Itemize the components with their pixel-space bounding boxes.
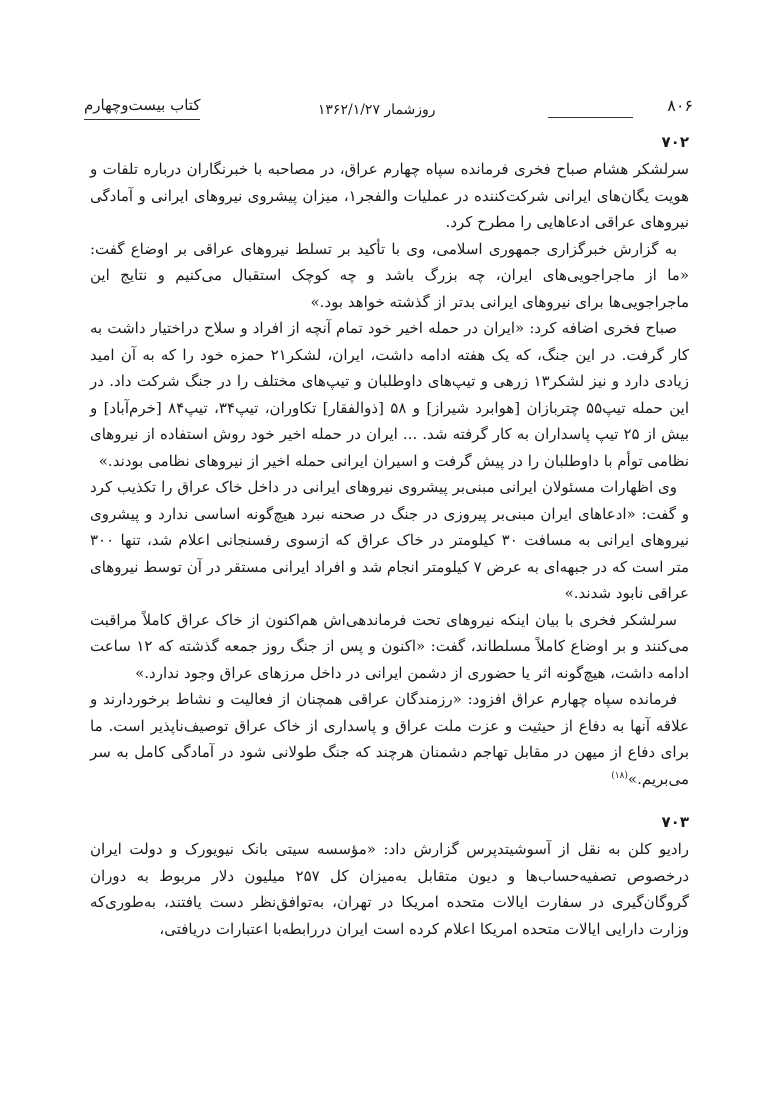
diary-date: روزشمار ۱۳۶۲/۱/۲۷	[317, 102, 436, 118]
paragraph: صباح فخری اضافه کرد: «ایران در حمله اخیر خود تمام آنچه از افراد و سلاح دراختیار داشت به کار گرفت. در این جنگ، که یک هفته ادامه داشت، ایران، لشکر۲۱ حمزه خود را که به آن امید زیادی دارد و نیز لشکر۱۳ زرهی و تیپ‌های داوطلبان و تیپ‌های مختلف را در جنگ شرکت داد. در این حمله تیپ۵۵ چتربازان [هوابرد شیراز] و ۵۸ [ذوالفقار] تکاوران، تیپ۳۴، تیپ۸۴ [خرم‌آباد] و بیش از ۲۵ تیپ پاسداران به کار گرفته شد. ... ایران در حمله اخیر خود روش استفاده از نیروهای نظامی توأم با داوطلبان را در پیش گرفت و اسیران ایرانی حمله اخیر از نیروهای نظامی بودند.»	[90, 319, 689, 470]
entry-number: ۷۰۳	[661, 813, 689, 831]
paragraph: رادیو کلن به نقل از آسوشیتدپرس گزارش داد: «مؤسسه سیتی بانک نیویورک و دولت ایران درخصوص تصفیه‌حساب‌ها و دیون متقابل به‌میزان کل ۲۵۷ میلیون دلار مربوط به دوران گروگان‌گیری در سفارت ایالات متحده امریکا در تهران، به‌توافق‌نظر دست یافتند، به‌طوری‌که وزارت دارایی ایالات متحده امریکا اعلام کرده است ایران دررابطه‌با اعتبارات دریافتی،	[90, 840, 690, 938]
paragraph-with-footnote	[90, 686, 689, 792]
footnote-ref: (۱۸)	[611, 770, 628, 781]
paragraph: سرلشکر هشام صباح فخری فرمانده سپاه چهارم عراق، در مصاحبه با خبرنگاران درباره تلفات و هویت یگان‌های ایرانی شرکت‌کننده در عملیات والفجر۱، میزان پیشروی نیروهای ایرانی و آمادگی نیروهای عراقی ادعاهایی را مطرح کرد.	[90, 160, 689, 231]
page-number: ۸۰۶	[667, 96, 693, 115]
paragraph: سرلشکر فخری با بیان اینکه نیروهای تحت فرماندهی‌اش هم‌اکنون از خاک عراق کاملاً مراقبت می‌کنند و بر اوضاع کاملاً مسلطاند، گفت: «اکنون و پس از جنگ روز جمعه گذشته که ۱۲ ساعت ادامه داشت، هیچ‌گونه اثر یا حضوری از دشمن ایرانی در داخل مرزهای عراق وجود ندارد.»	[90, 610, 689, 682]
header-rule-left	[84, 119, 200, 120]
paragraph-text: فرمانده سپاه چهارم عراق افزود: «رزمندگان عراقی همچنان از فعالیت و نشاط برخوردارند و علاقه آنها به دفاع از حیثیت و عزت ملت عراق و پاسداری از خاک عراق توصیف‌ناپذیر است. ما برای دفاع از میهن در مقابل تهاجم دشمنان هرچند که جنگ طولانی شود در آمادگی کامل به سر می‌بریم.»	[90, 690, 689, 788]
header-rule-right	[548, 117, 633, 118]
paragraph: به گزارش خبرگزاری جمهوری اسلامی، وی با تأکید بر تسلط نیروهای عراقی بر اوضاع گفت: «ما از ماجراجویی‌های ایران، چه بزرگ باشد و چه کوچک استقبال می‌کنیم و نتایج این ماجراجویی‌ها برای نیروهای ایرانی بدتر از گذشته خواهد بود.»	[90, 239, 689, 311]
entry-number: ۷۰۲	[661, 133, 689, 151]
body-text	[90, 128, 689, 942]
book-title: کتاب بیست‌وچهارم	[84, 96, 201, 114]
page-header	[84, 96, 693, 122]
paragraph: وی اظهارات مسئولان ایرانی مبنی‌بر پیشروی نیروهای ایرانی در داخل خاک عراق را تکذیب کرد و گفت: «ادعاهای ایران مبنی‌بر پیروزی در جنگ در صحنه نبرد هیچ‌گونه اساسی ندارد و پیشروی نیروهای ایرانی به مسافت ۳۰ کیلومتر در خاک عراق که ازسوی رفسنجانی اعلام شد، تنها ۳۰۰ متر است که در جبهه‌ای به عرض ۷ کیلومتر انجام شد و افراد ایرانی مستقر در آن توسط نیروهای عراقی نابود شدند.»	[90, 478, 690, 602]
